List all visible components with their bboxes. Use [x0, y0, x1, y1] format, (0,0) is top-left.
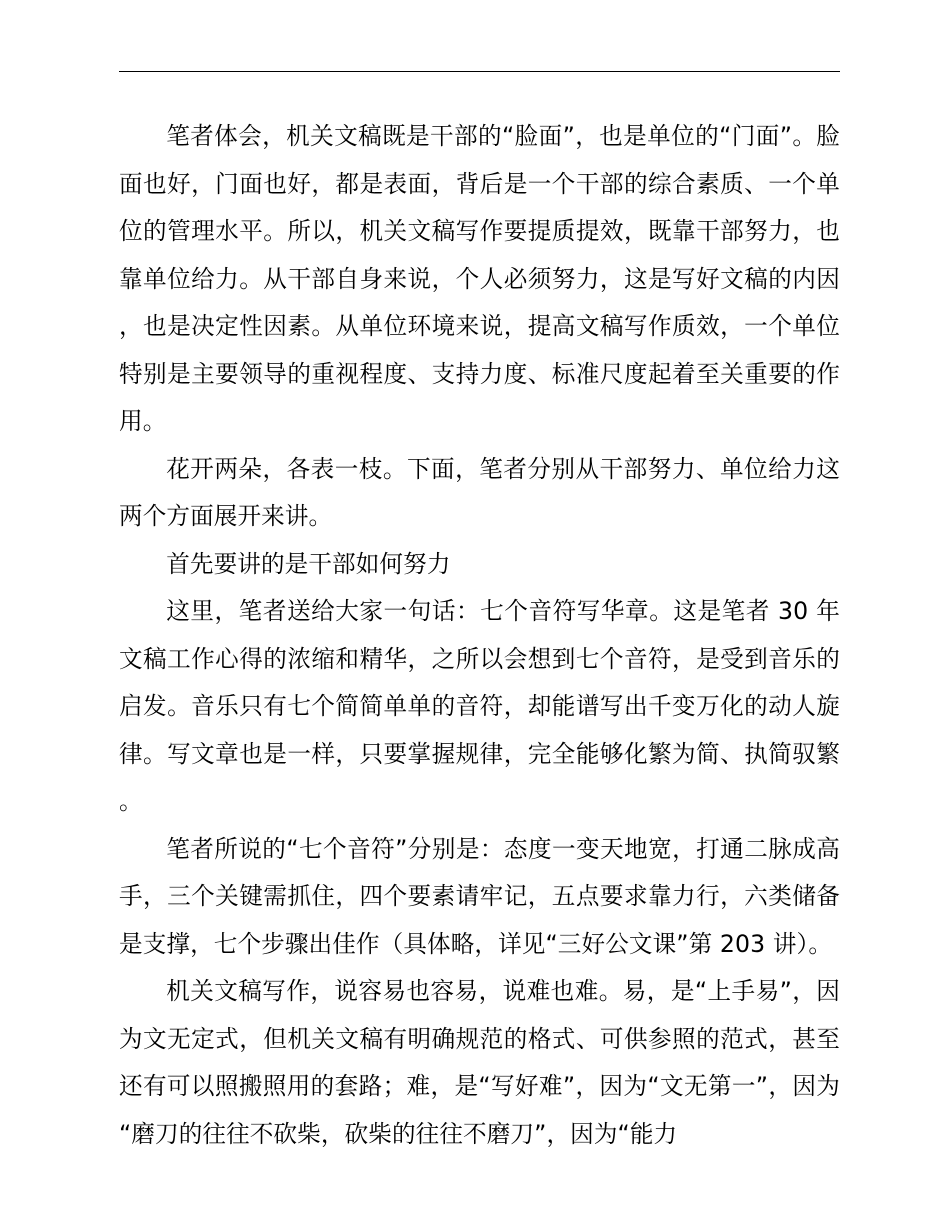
document-body [119, 113, 840, 1158]
paragraph: 花开两朵，各表一枝。下面，笔者分别从干部努力、单位给力这两个方面展开来讲。 [119, 454, 840, 530]
paragraph: 这里，笔者送给大家一句话：七个音符写华章。这是笔者 30 年文稿工作心得的浓缩和精华，之所以会想到七个音符，是受到音乐的启发。音乐只有七个简简单单的音符，却能谱写出千变万化的动人旋律。写文章也是一样，只要掌握规律，完全能够化繁为简、执简驭繁。 [119, 597, 840, 815]
paragraph: 机关文稿写作，说容易也容易，说难也难。易，是“上手易”，因为文无定式，但机关文稿有明确规范的格式、可供参照的范式，甚至还有可以照搬照用的套路；难，是“写好难”，因为“文无第一”，因为“磨刀的往往不砍柴，砍柴的往往不磨刀”，因为“能力 [119, 977, 840, 1148]
paragraph: 笔者所说的“七个音符”分别是：态度一变天地宽，打通二脉成高手，三个关键需抓住，四个要素请牢记，五点要求靠力行，六类储备是支撑，七个步骤出佳作（具体略，详见“三好公文课”第 203 讲）。 [119, 834, 840, 958]
section-heading: 首先要讲的是干部如何努力 [166, 549, 451, 578]
header-rule [119, 71, 840, 72]
paragraph: 笔者体会，机关文稿既是干部的“脸面”，也是单位的“门面”。脸面也好，门面也好，都是表面，背后是一个干部的综合素质、一个单位的管理水平。所以，机关文稿写作要提质提效，既靠干部努力，也靠单位给力。从干部自身来说，个人必须努力，这是写好文稿的内因，也是决定性因素。从单位环境来说，提高文稿写作质效，一个单位特别是主要领导的重视程度、支持力度、标准尺度起着至关重要的作用。 [119, 122, 840, 435]
